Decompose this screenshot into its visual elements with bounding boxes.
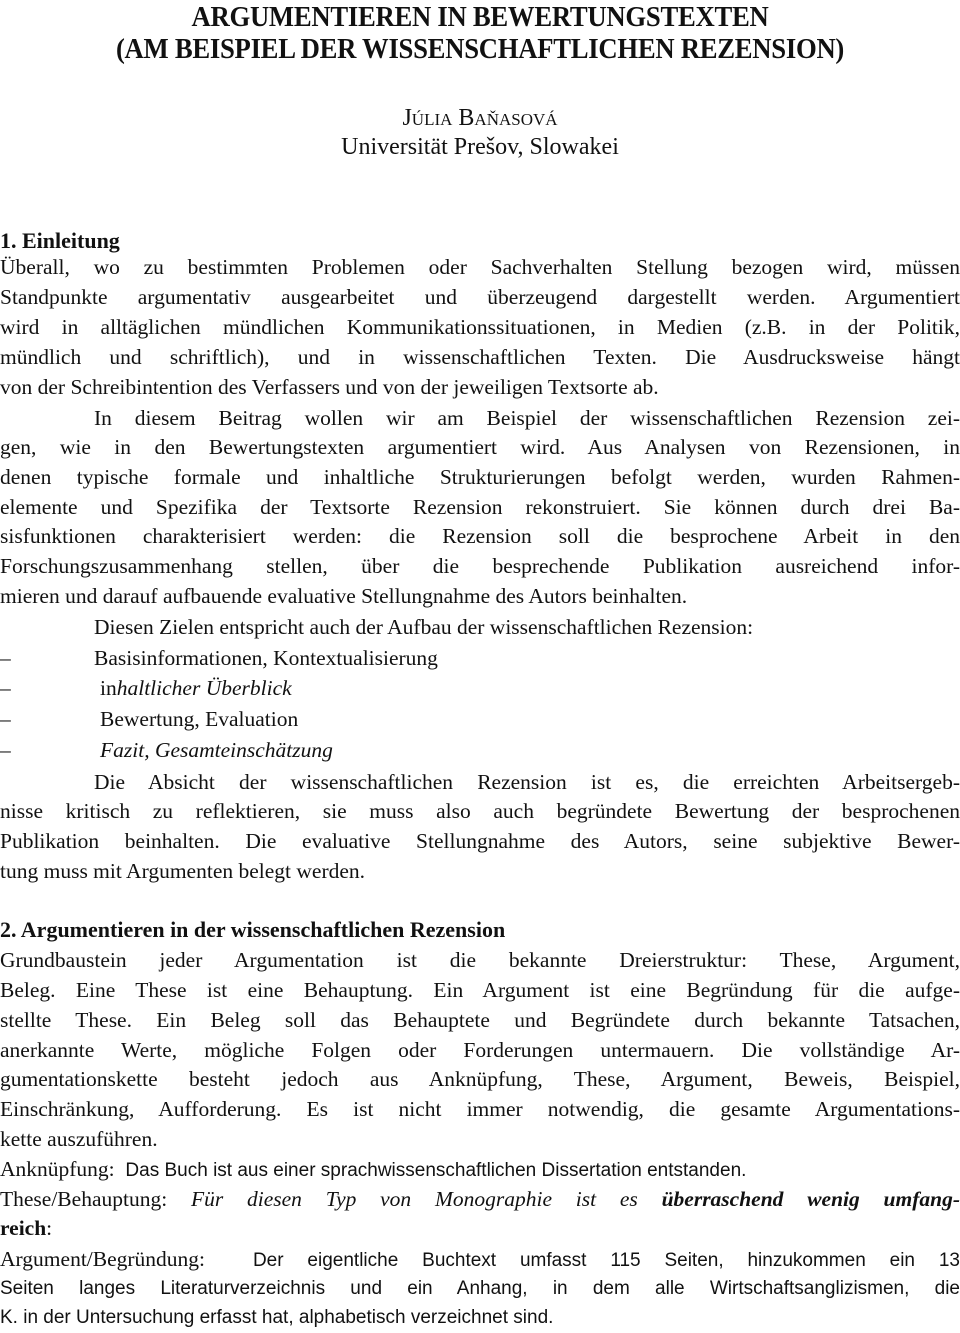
paragraph-line: mündlich und schriftlich), und in wissenschaftlichen Texten. Die Ausdrucksweise hängt [0, 345, 960, 369]
argument-label: Argument/Begründung: [0, 1247, 206, 1271]
paragraph-line: anerkannte Werte, mögliche Folgen oder Forderungen untermauern. Die vollständige Ar- [0, 1038, 960, 1062]
these-line: These/Behauptung: Für diesen Typ von Monographie ist es überraschend wenig umfang- [0, 1187, 960, 1211]
paragraph-line: elemente und Spezifika der Textsorte Rezension rekonstruiert. Sie können durch drei Ba- [0, 495, 960, 519]
ankn-line [0, 1154, 960, 1186]
ankn-label: Anknüpfung: [0, 1157, 115, 1181]
paragraph-line: mieren und darauf aufbauende evaluative Stellungnahme des Autors beinhalten. [0, 584, 688, 608]
argument-line-3: K. in der Untersuchung erfasst hat, alphabetisch verzeichnet sind. [0, 1307, 554, 1328]
paragraph-line: Überall, wo zu bestimmten Problemen oder Sachverhalten Stellung bezogen wird, müssen [0, 255, 960, 279]
paragraph-line: tung muss mit Argumenten belegt werden. [0, 859, 366, 883]
section-2-heading: 2. Argumentieren in der wissenschaftlichen Rezension [0, 917, 506, 942]
paragraph-line: wird in alltäglichen mündlichen Kommunikationssituationen, in Medien (z.B. in der Politik, [0, 315, 960, 339]
paragraph-line: Diesen Zielen entspricht auch der Aufbau der wissenschaftlichen Rezension: [94, 615, 754, 639]
these-label: These/Behauptung: [0, 1187, 168, 1211]
ankn-text: Das Buch ist aus einer sprachwissenschaftlichen Dissertation entstanden. [125, 1160, 747, 1181]
list-item: – Bewertung, Evaluation [0, 704, 298, 734]
paragraph-line: sisfunktionen charakterisiert werden: die Rezension soll die besprochene Arbeit in den [0, 524, 960, 548]
list-item: – inhaltlicher Überblick [0, 673, 292, 703]
paragraph-line: Beleg. Eine These ist eine Behauptung. Ein Argument ist eine Begründung für die aufge- [0, 978, 960, 1002]
paragraph-line: von der Schreibintention des Verfassers und von der jeweiligen Textsorte ab. [0, 375, 659, 399]
these-line-2: reich: [0, 1216, 53, 1240]
paragraph-line: In diesem Beitrag wollen wir am Beispiel der wissenschaftlichen Rezension zei- [94, 406, 960, 430]
author-affiliation: Universität Prešov, Slowakei [341, 134, 619, 160]
dash-bullet-icon: – [0, 707, 11, 731]
paragraph-line: denen typische formale und inhaltliche Strukturierungen befolgt werden, wurden Rahmen- [0, 465, 960, 489]
paragraph-line: gumentationskette besteht jedoch aus Anknüpfung, These, Argument, Beweis, Beispiel, [0, 1067, 960, 1091]
paragraph-line: Standpunkte argumentativ ausgearbeitet und überzeugend dargestellt werden. Argumentiert [0, 285, 960, 309]
paragraph-line: kette auszuführen. [0, 1127, 158, 1151]
argument-line: Argument/Begründung: Der eigentliche Buchtext umfasst 115 Seiten, hinzukommen ein 13 [0, 1247, 960, 1271]
author-name: Júlia Baňasová [402, 105, 558, 131]
paragraph-line: nisse kritisch zu reflektieren, sie muss also auch begründete Bewertung der besprochenen [0, 799, 960, 823]
argument-line-2: Seiten langes Literaturverzeichnis und ein Anhang, in dem alle Wirtschaftsanglizismen, die [0, 1278, 960, 1299]
dash-bullet-icon: – [0, 676, 11, 700]
title-line-2: (AM BEISPIEL DER WISSENSCHAFTLICHEN REZENSION) [115, 33, 845, 65]
paragraph-line: Forschungszusammenhang stellen, über die besprechende Publikation ausreichend infor- [0, 554, 960, 578]
paragraph-line: Publikation beinhalten. Die evaluative Stellungnahme des Autors, seine subjektive Bewer- [0, 829, 960, 853]
list-item: – Fazit, Gesamteinschätzung [0, 735, 333, 765]
title-line-1: ARGUMENTIEREN IN BEWERTUNGSTEXTEN [191, 1, 769, 33]
paragraph-line: Einschränkung, Aufforderung. Es ist nicht immer notwendig, die gesamte Argumentations- [0, 1097, 960, 1121]
paragraph-line: Die Absicht der wissenschaftlichen Rezension ist es, die erreichten Arbeitsergeb- [94, 770, 960, 794]
paragraph-line: stellte These. Ein Beleg soll das Behauptete und Begründete durch bekannte Tatsachen, [0, 1008, 960, 1032]
paragraph-line: gen, wie in den Bewertungstexten argumentiert wird. Aus Analysen von Rezensionen, in [0, 435, 960, 459]
list-item: – Basisinformationen, Kontextualisierung [0, 643, 438, 673]
section-1-heading: 1. Einleitung [0, 228, 120, 253]
paragraph-line: Grundbaustein jeder Argumentation ist die bekannte Dreierstruktur: These, Argument, [0, 948, 960, 972]
dash-bullet-icon: – [0, 738, 11, 762]
dash-bullet-icon: – [0, 646, 11, 670]
